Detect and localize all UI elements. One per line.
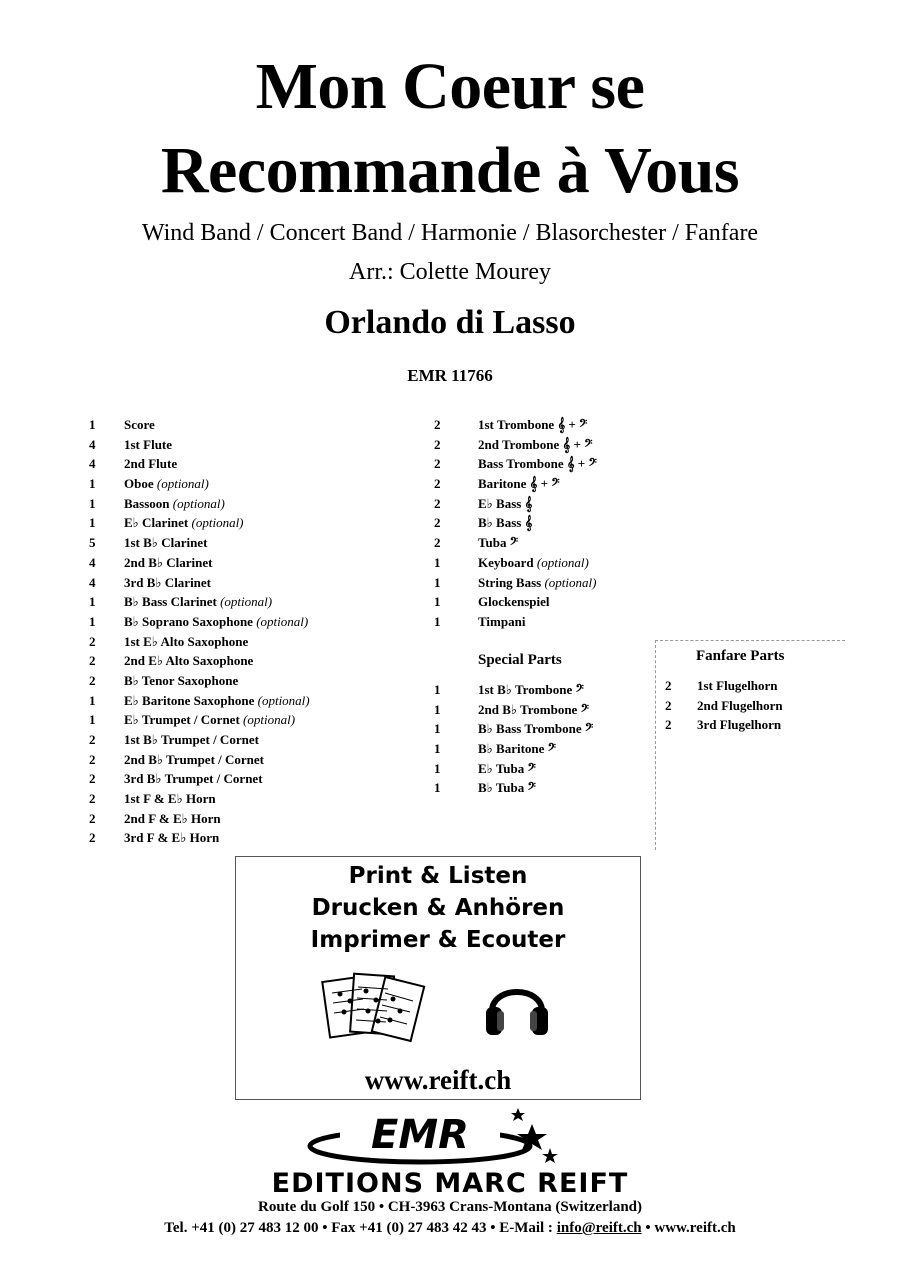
part-name [124, 710, 295, 730]
part-quantity: 4 [89, 554, 96, 570]
fanfare-divider-vertical [655, 640, 656, 850]
part-name-text: 1st Flugelhorn [697, 678, 778, 693]
part-name-text: B♭ Bass Trombone 𝄢 [478, 721, 594, 737]
part-quantity: 1 [89, 692, 96, 708]
part-name-text: 1st B♭ Clarinet [124, 535, 208, 551]
part-name [124, 750, 264, 770]
part-name [478, 415, 587, 435]
part-name-text: Score [124, 417, 155, 432]
part-name-text: 2nd Trombone 𝄞 + 𝄢 [478, 436, 593, 452]
part-name-text: E♭ Trumpet / Cornet [124, 712, 240, 728]
part-quantity: 4 [89, 574, 96, 590]
part-quantity: 1 [89, 495, 96, 511]
headphones-icon [482, 969, 552, 1041]
part-name-text: 3rd B♭ Trumpet / Cornet [124, 771, 263, 787]
part-name [124, 789, 216, 809]
part-name-text: Bass Trombone 𝄞 + 𝄢 [478, 456, 597, 472]
optional-note: (optional) [257, 692, 310, 708]
ensemble-subtitle: Wind Band / Concert Band / Harmonie / Blasorchester / Fanfare [141, 220, 759, 246]
part-name-text: E♭ Tuba 𝄢 [478, 760, 536, 776]
promo-line-french: Imprimer & Ecouter [310, 927, 566, 953]
part-quantity: 2 [665, 717, 672, 733]
part-name-text: 1st Flute [124, 436, 173, 452]
part-quantity: 2 [434, 515, 441, 531]
part-quantity: 1 [434, 554, 441, 570]
part-name-text: 2nd Flugelhorn [697, 697, 783, 713]
part-name [124, 435, 172, 455]
part-name [478, 553, 589, 573]
part-name [478, 719, 593, 739]
optional-note: (optional) [220, 594, 273, 610]
part-name [124, 632, 248, 652]
part-name [478, 612, 525, 632]
part-quantity: 5 [89, 535, 96, 551]
part-name [124, 454, 177, 474]
part-quantity: 4 [89, 436, 96, 452]
part-name-text: E♭ Bass 𝄞 [478, 495, 533, 511]
part-name-text: 1st F & E♭ Horn [124, 791, 216, 807]
part-name [124, 553, 212, 573]
part-name [478, 680, 584, 700]
part-name-text: 2nd B♭ Trombone 𝄢 [478, 701, 589, 717]
part-quantity: 1 [434, 574, 441, 590]
optional-note: (optional) [256, 613, 309, 629]
part-name [697, 676, 778, 696]
part-name-text: B♭ Tuba 𝄢 [478, 780, 536, 796]
part-name-text: Glockenspiel [478, 594, 550, 610]
publisher-name: EDITIONS MARC REIFT [271, 1168, 629, 1199]
publisher-contact [0, 1220, 900, 1237]
promo-line-german: Drucken & Anhören [311, 895, 565, 921]
part-name-text: 3rd F & E♭ Horn [124, 830, 220, 846]
part-quantity: 2 [89, 751, 96, 767]
part-name-text: 1st B♭ Trombone 𝄢 [478, 682, 584, 697]
part-name-text: B♭ Bass Clarinet [124, 594, 217, 610]
sheet-music-icon [318, 965, 428, 1055]
part-name [124, 494, 225, 514]
part-quantity: 1 [434, 741, 441, 757]
part-name-text: B♭ Bass 𝄞 [478, 515, 533, 531]
part-quantity: 2 [89, 653, 96, 669]
composer: Orlando di Lasso [324, 304, 576, 341]
part-quantity: 1 [89, 417, 96, 432]
part-name [124, 671, 238, 691]
special-parts-heading: Special Parts [478, 652, 562, 668]
part-name [124, 691, 310, 711]
optional-note: (optional) [544, 574, 597, 590]
contact-website: • www.reift.ch [641, 1220, 736, 1236]
part-quantity: 1 [89, 476, 96, 492]
part-name-text: 2nd E♭ Alto Saxophone [124, 653, 254, 669]
part-quantity: 2 [434, 456, 441, 472]
part-name [124, 809, 221, 829]
part-name [124, 592, 272, 612]
fanfare-divider-horizontal [655, 640, 845, 641]
part-quantity: 2 [665, 697, 672, 713]
part-quantity: 1 [434, 721, 441, 737]
catalog-number: EMR 11766 [407, 366, 493, 385]
part-name-text: 3rd B♭ Clarinet [124, 574, 212, 590]
part-name [124, 828, 219, 848]
part-quantity: 2 [434, 436, 441, 452]
part-name [478, 533, 518, 553]
title-line-1: Mon Coeur se [255, 50, 645, 123]
part-quantity: 2 [665, 678, 672, 693]
contact-phone-fax: Tel. +41 (0) 27 483 12 00 • Fax +41 (0) 27 483 42 43 • E-Mail : [164, 1220, 557, 1236]
part-name [478, 454, 597, 474]
part-name-text: B♭ Tenor Saxophone [124, 672, 239, 688]
part-name [478, 435, 592, 455]
part-name-text: E♭ Baritone Saxophone [124, 692, 255, 708]
optional-note: (optional) [156, 476, 209, 492]
optional-note: (optional) [536, 554, 589, 570]
part-name [478, 474, 560, 494]
part-name [697, 696, 783, 716]
part-name [478, 778, 536, 798]
part-quantity: 1 [89, 515, 96, 531]
part-quantity: 2 [89, 732, 96, 747]
part-quantity: 1 [89, 712, 96, 728]
fanfare-parts-heading: Fanfare Parts [696, 648, 785, 664]
part-name [478, 513, 532, 533]
emr-logo-text: EMR [371, 1112, 469, 1158]
part-name [124, 573, 211, 593]
optional-note: (optional) [191, 515, 244, 531]
part-name [124, 474, 209, 494]
part-name [478, 739, 556, 759]
part-name-text: Timpani [478, 613, 526, 629]
part-name-text: B♭ Baritone 𝄢 [478, 741, 557, 757]
promo-url[interactable]: www.reift.ch [364, 1065, 512, 1095]
part-name-text: 2nd B♭ Trumpet / Cornet [124, 751, 264, 767]
part-quantity: 1 [434, 780, 441, 796]
part-quantity: 2 [434, 535, 441, 551]
print-listen-box [235, 856, 641, 1100]
part-name [124, 730, 259, 750]
part-name-text: Keyboard [478, 554, 534, 570]
part-name [478, 573, 596, 593]
part-name [124, 651, 253, 671]
part-name [124, 612, 308, 632]
part-quantity: 2 [89, 810, 96, 826]
part-name [124, 513, 244, 533]
part-quantity: 1 [434, 701, 441, 717]
part-quantity: 2 [89, 791, 96, 807]
part-name [478, 700, 589, 720]
part-quantity: 2 [89, 830, 96, 846]
part-quantity: 2 [89, 771, 96, 787]
publisher-address: Route du Golf 150 • CH-3963 Crans-Montana (Switzerland) [258, 1199, 642, 1215]
part-name-text: B♭ Soprano Saxophone [124, 613, 253, 629]
optional-note: (optional) [243, 712, 296, 728]
part-name-text: Tuba 𝄢 [478, 535, 519, 551]
part-name [124, 415, 155, 435]
part-quantity: 1 [434, 594, 441, 610]
part-quantity: 4 [89, 456, 96, 472]
part-name-text: Baritone 𝄞 + 𝄢 [478, 476, 560, 492]
part-name-text: E♭ Clarinet [124, 515, 189, 531]
part-quantity: 2 [434, 476, 441, 492]
optional-note: (optional) [172, 495, 225, 511]
part-quantity: 2 [434, 417, 441, 432]
part-name [478, 592, 550, 612]
email-link[interactable]: info@reift.ch [556, 1220, 642, 1236]
part-quantity: 1 [89, 613, 96, 629]
part-name-text: 2nd B♭ Clarinet [124, 554, 213, 570]
part-name-text: 3rd Flugelhorn [697, 717, 782, 733]
part-quantity: 1 [89, 594, 96, 610]
part-quantity: 2 [89, 633, 96, 649]
part-name-text: String Bass [478, 574, 542, 590]
title-line-2: Recommande à Vous [160, 134, 740, 207]
emr-logo [300, 1106, 565, 1168]
part-quantity: 2 [434, 495, 441, 511]
part-name-text: 1st E♭ Alto Saxophone [124, 633, 249, 649]
part-name [478, 759, 536, 779]
part-name [478, 494, 532, 514]
arranger: Arr.: Colette Mourey [349, 259, 551, 285]
part-name [124, 769, 263, 789]
part-quantity: 1 [434, 682, 441, 697]
promo-line-english: Print & Listen [348, 863, 528, 889]
part-name-text: Oboe [124, 476, 154, 492]
part-name-text: Bassoon [124, 495, 170, 511]
part-quantity: 2 [89, 672, 96, 688]
part-name-text: 1st Trombone 𝄞 + 𝄢 [478, 417, 588, 432]
part-name-text: 1st B♭ Trumpet / Cornet [124, 732, 259, 747]
part-quantity: 1 [434, 613, 441, 629]
part-name-text: 2nd F & E♭ Horn [124, 810, 221, 826]
part-quantity: 1 [434, 760, 441, 776]
part-name [124, 533, 207, 553]
part-name-text: 2nd Flute [124, 456, 178, 472]
part-name [697, 715, 781, 735]
